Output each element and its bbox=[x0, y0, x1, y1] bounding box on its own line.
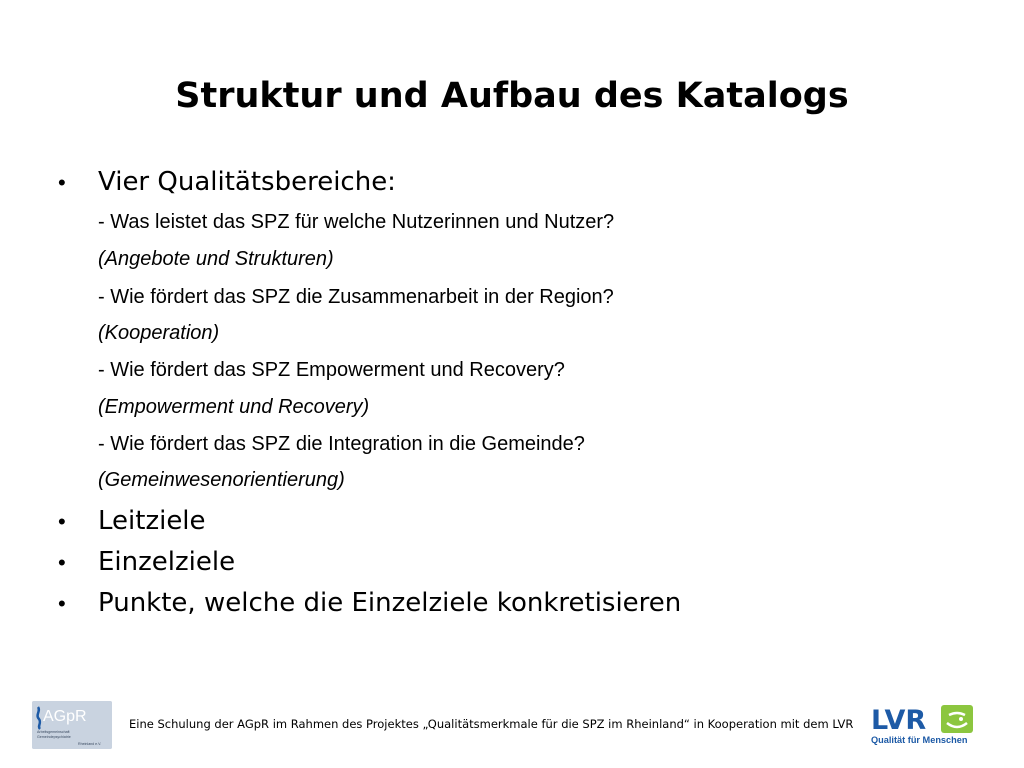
bullet-marker: • bbox=[58, 591, 66, 616]
bullet-item bbox=[58, 504, 206, 539]
sub-item-category: (Angebote und Strukturen) bbox=[98, 248, 334, 270]
agpr-line: Gemeindepsychiatrie bbox=[37, 735, 71, 739]
sub-item-category: (Empowerment und Recovery) bbox=[98, 396, 370, 418]
lvr-wordmark: LVR bbox=[871, 705, 927, 736]
bullet-marker: • bbox=[58, 509, 66, 534]
slide-title: Struktur und Aufbau des Katalogs bbox=[175, 76, 849, 116]
lvr-tagline: Qualität für Menschen bbox=[871, 735, 968, 745]
agpr-wordmark: AGpR bbox=[43, 708, 87, 725]
agpr-logo bbox=[32, 701, 112, 749]
sub-item: - Wie fördert das SPZ die Zusammenarbeit in der Region? bbox=[98, 286, 614, 308]
lvr-logo bbox=[869, 703, 975, 747]
sub-item-category: (Gemeinwesenorientierung) bbox=[98, 469, 345, 491]
bullet-text: Einzelziele bbox=[98, 547, 236, 577]
sub-item: - Wie fördert das SPZ Empowerment und Recovery? bbox=[98, 359, 565, 381]
lvr-logo-graphic bbox=[869, 703, 975, 747]
bullet-marker: • bbox=[58, 170, 66, 195]
bullet-marker: • bbox=[58, 550, 66, 575]
bullet-text: Punkte, welche die Einzelziele konkretisieren bbox=[98, 588, 682, 618]
agpr-logo-graphic bbox=[32, 701, 112, 749]
bullet-item bbox=[58, 586, 681, 621]
sub-item-category: (Kooperation) bbox=[98, 322, 220, 344]
agpr-line: Rheinland e.V. bbox=[78, 742, 102, 746]
agpr-line: Arbeitsgemeinschaft bbox=[37, 730, 70, 734]
sub-item: - Wie fördert das SPZ die Integration in die Gemeinde? bbox=[98, 433, 585, 455]
bullet-item bbox=[58, 165, 396, 200]
footer-text: Eine Schulung der AGpR im Rahmen des Projektes „Qualitätsmerkmale für die SPZ im Rheinland“ in Kooperation mit dem LVR bbox=[129, 717, 854, 731]
bullet-item bbox=[58, 545, 235, 580]
bullet-text: Vier Qualitätsbereiche: bbox=[98, 167, 396, 197]
sub-item: - Was leistet das SPZ für welche Nutzerinnen und Nutzer? bbox=[98, 211, 615, 233]
bullet-text: Leitziele bbox=[98, 506, 206, 536]
